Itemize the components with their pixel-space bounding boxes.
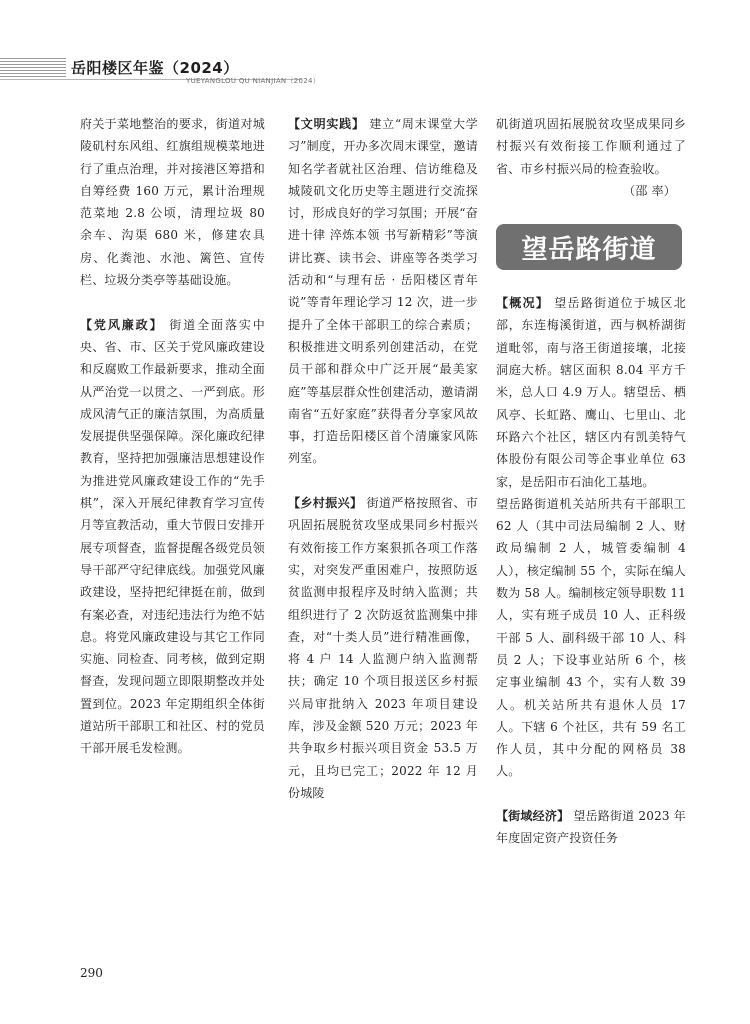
author-signature: （邵 率） <box>623 183 676 198</box>
paragraph-text: 府关于菜地整治的要求，街道对城陵矶村东风组、红旗组规模菜地进行了重点治理，并对接港区筹措和自筹经费 160 万元，累计治理规范菜地 2.8 公顷，清理垃圾 80 余车、沟渠 680 米，修建农具房、化粪池、水池、篱笆、宣传栏、垃圾分类亭等基础设施。 <box>80 117 265 288</box>
section-heading: 望岳路街道 <box>521 234 657 265</box>
paragraph-xiangcun <box>288 492 478 804</box>
paragraph-jieyu-jingji <box>496 805 686 850</box>
paragraph-text: 建立“周末课堂大学习”制度，开办多次周末课堂，邀请知名学者就社区治理、信访维稳及城陵矶文化历史等主题进行交流探讨，形成良好的学习氛围；开展“奋进十律 淬炼本领 书写新精彩”等演讲比赛、读书会、讲座等各类学习活动和“与理有岳 · 岳阳楼区青年说”等青年理论学习 12 次，进一步提升了全体干部职工的综合素质；积极推进文明系列创建活动，在党员干部和群众中广泛开展“最美家庭”等基层群众性创建活动，邀请湖南省“五好家庭”获得者分享家风故事，打造岳阳楼区首个清廉家风陈列室。 <box>288 117 479 466</box>
paragraph-text: 望岳路街道机关站所共有干部职工 62 人（其中司法局编制 2 人、财政局编制 2 人，城管委编制 4 人），核定编制 55 个，实际在编人数为 58 人。编制核定领导职数 11 人，实有班子成员 10 人、正科级干部 5 人、副科级干部 10 人、科员 2 人；下设事业站所 6 个，核定事业编制 43 个，实有人数 39 人。机关站所共有退休人员 17 人。下辖 6 个社区，共有 59 名工作人员，其中分配的网格员 38 人。 <box>496 496 686 779</box>
section-tag: 【概况】 <box>496 296 550 311</box>
paragraph-text: 矶街道巩固拓展脱贫攻坚成果同乡村振兴有效衔接工作顺利通过了省、市乡村振兴局的检查验收。 <box>496 117 686 176</box>
page-number: 290 <box>80 966 103 980</box>
paragraph-wenming <box>288 113 478 470</box>
paragraph-gaikuang <box>496 292 686 493</box>
paragraph-text: 望岳路街道位于城区北部，东连梅溪街道，西与枫桥湖街道毗邻，南与洛王街道接壤，北接洞庭大桥。辖区面积 8.04 平方千米，总人口 4.9 万人。辖望岳、栖风亭、长虹路、鹰山、七里山、北环路六个社区，辖区内有凯美特气体股份有限公司等企事业单位 63 家，是岳阳市石油化工基地。 <box>496 296 686 489</box>
paragraph-staff <box>496 493 686 783</box>
section-tag: 【文明实践】 <box>288 117 365 131</box>
column-left <box>80 113 265 760</box>
paragraph-text: 望岳路街道 2023 年年度固定资产投资任务 <box>496 809 686 846</box>
header-stripes <box>0 58 66 80</box>
column-right <box>496 113 686 850</box>
section-tag: 【乡村振兴】 <box>288 496 363 511</box>
paragraph <box>80 113 265 291</box>
running-header-subtitle: YUEYANGLOU QU NIANJIAN（2024） <box>186 77 321 85</box>
paragraph-dangfeng <box>80 314 265 760</box>
paragraph-text: 街道严格按照省、市巩固拓展脱贫攻坚成果同乡村振兴有效衔接工作方案狠抓各项工作落实，对突发严重困难户，按照防返贫监测申报程序及时纳入监测；共组织进行了 2 次防返贫监测集中排查，对“十类人员”进行精准画像，将 4 户 14 人监测户纳入监测帮扶；确定 10 个项目报送区乡村振兴局审批纳入 2023 年项目建设库，涉及金额 520 万元；2023 年共争取乡村振兴项目资金 53.5 万元，且均已完工；2022 年 12 月份城陵 <box>288 496 478 800</box>
paragraph-text: 街道全面落实中央、省、市、区关于党风廉政建设和反腐败工作最新要求，推动全面从严治党一以贯之、一严到底。形成风清气正的廉洁氛围，为高质量发展提供坚强保障。深化廉政纪律教育，坚持把加强廉洁思想建设作为推进党风廉政建设工作的“先手棋”，深入开展纪律教育学习宣传月等宣教活动，重大节假日安排开展专项督查，监督提醒各级党员领导干部严守纪律底线。加强党风廉政建设，坚持把纪律挺在前，做到有案必查，对违纪违法行为绝不姑息。将党风廉政建设与其它工作同实施、同检查、同考核，做到定期督查，发现问题立即限期整改并处置到位。2023 年定期组织全体街道站所干部职工和社区、村的党员干部开展毛发检测。 <box>80 317 266 756</box>
section-tag: 【街域经济】 <box>496 809 570 824</box>
paragraph <box>496 113 686 180</box>
running-header-title: 岳阳楼区年鉴（2024） <box>71 59 239 77</box>
section-heading-box <box>496 224 682 270</box>
section-tag: 【党风廉政】 <box>80 317 164 332</box>
column-middle <box>288 113 478 804</box>
